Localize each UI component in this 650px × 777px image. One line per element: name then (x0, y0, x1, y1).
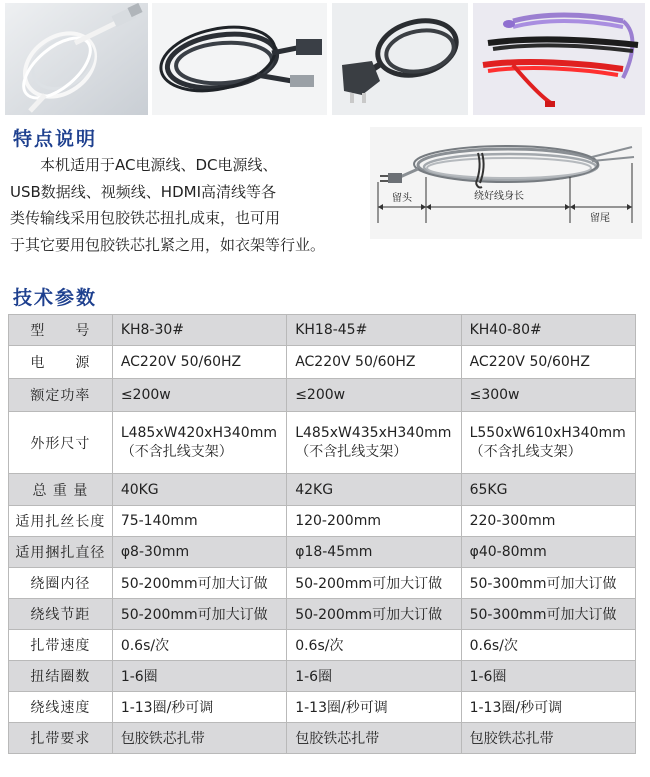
spec-value: 50-200mm可加大订做 (287, 599, 461, 630)
spec-row-bundle-diameter (9, 537, 636, 568)
spec-value: 50-200mm可加大订做 (287, 568, 461, 599)
spec-value: ≤300w (461, 379, 635, 412)
spec-value: 75-140mm (112, 506, 286, 537)
spec-value: 50-200mm可加大订做 (112, 599, 286, 630)
spec-row-tie-speed (9, 630, 636, 661)
spec-value: KH8-30# (112, 315, 286, 346)
spec-value: ≤200w (112, 379, 286, 412)
spec-value: 包胶铁芯扎带 (287, 723, 461, 754)
intro-line: USB数据线、视频线、HDMI高清线等各 (10, 182, 276, 201)
label-tail: 留尾 (590, 213, 610, 224)
spec-value: 1-6圈 (112, 661, 286, 692)
features-title: 特点说明 (13, 128, 98, 150)
spec-value: KH18-45# (287, 315, 461, 346)
specs-title: 技术参数 (13, 287, 98, 309)
spec-value: 50-300mm可加大订做 (461, 568, 635, 599)
intro-line: 类传输线采用包胶铁芯扭扎成束，也可用 (10, 209, 281, 227)
spec-value-note: （不含扎线支架） (295, 443, 408, 460)
spec-value: AC220V 50/60HZ (287, 346, 461, 379)
spec-value: 120-200mm (287, 506, 461, 537)
spec-value: 1-13圈/秒可调 (461, 692, 635, 723)
spec-label: 型 号 (9, 315, 113, 346)
spec-row-coil-inner-diameter (9, 568, 636, 599)
spec-label: 绕线节距 (9, 599, 113, 630)
spec-row-tie-requirement (9, 723, 636, 754)
spec-label: 额定功率 (9, 379, 113, 412)
spec-row-winding-speed (9, 692, 636, 723)
spec-label: 绕线速度 (9, 692, 113, 723)
power-cord-photo (332, 3, 468, 115)
spec-value: AC220V 50/60HZ (461, 346, 635, 379)
spec-label: 扭结圈数 (9, 661, 113, 692)
spec-value: 40KG (112, 474, 286, 506)
spec-label: 电 源 (9, 346, 113, 379)
spec-value: φ8-30mm (112, 537, 286, 568)
spec-row-rated-power (9, 379, 636, 412)
spec-value: 65KG (461, 474, 635, 506)
spec-value (461, 412, 635, 474)
spec-value: φ18-45mm (287, 537, 461, 568)
label-body: 绕好线身长 (474, 191, 524, 202)
spec-value-main: L485xW435xH340mm (295, 424, 452, 441)
spec-value: 包胶铁芯扎带 (112, 723, 286, 754)
spec-value: φ40-80mm (461, 537, 635, 568)
spec-label: 适用扎丝长度 (9, 506, 113, 537)
spec-label: 总 重 量 (9, 474, 113, 506)
spec-label: 扎带速度 (9, 630, 113, 661)
spec-value-main: L485xW420xH340mm (120, 424, 277, 441)
spec-value: 220-300mm (461, 506, 635, 537)
spec-row-twist-turns (9, 661, 636, 692)
spec-value: 50-300mm可加大订做 (461, 599, 635, 630)
intro-line: 本机适用于AC电源线、DC电源线、 (10, 156, 278, 174)
spec-value: 1-13圈/秒可调 (287, 692, 461, 723)
intro-paragraph (10, 152, 380, 258)
spec-value: 50-200mm可加大订做 (112, 568, 286, 599)
spec-row-wire-length (9, 506, 636, 537)
spec-label: 外形尺寸 (9, 412, 113, 474)
spec-label: 适用捆扎直径 (9, 537, 113, 568)
usb-cable-black-photo (152, 3, 327, 115)
spec-value (287, 412, 461, 474)
spec-row-winding-pitch (9, 599, 636, 630)
spec-row-dimensions (9, 412, 636, 474)
cable-length-diagram (370, 127, 642, 239)
product-photos (0, 0, 650, 118)
spec-value: KH40-80# (461, 315, 635, 346)
spec-value: 1-13圈/秒可调 (112, 692, 286, 723)
spec-value: 1-6圈 (287, 661, 461, 692)
spec-row-weight (9, 474, 636, 506)
spec-row-model (9, 315, 636, 346)
spec-value: 1-6圈 (461, 661, 635, 692)
spec-value-main: L550xW610xH340mm (469, 424, 626, 441)
spec-label: 绕圈内径 (9, 568, 113, 599)
usb-cable-white-photo (5, 3, 148, 115)
spec-value: 0.6s/次 (461, 630, 635, 661)
spec-value (112, 412, 286, 474)
label-head: 留头 (392, 193, 412, 204)
spec-value: 0.6s/次 (287, 630, 461, 661)
spec-value: 0.6s/次 (112, 630, 286, 661)
spec-label: 扎带要求 (9, 723, 113, 754)
intro-line: 于其它要用包胶铁芯扎紧之用，如衣架等行业。 (10, 235, 326, 254)
spec-table (8, 314, 636, 754)
spec-value-note: （不含扎线支架） (120, 443, 233, 460)
colored-cables-photo (473, 3, 645, 115)
spec-row-power (9, 346, 636, 379)
spec-value: 包胶铁芯扎带 (461, 723, 635, 754)
spec-value: 42KG (287, 474, 461, 506)
spec-value: ≤200w (287, 379, 461, 412)
spec-value-note: （不含扎线支架） (469, 443, 582, 460)
spec-value: AC220V 50/60HZ (112, 346, 286, 379)
